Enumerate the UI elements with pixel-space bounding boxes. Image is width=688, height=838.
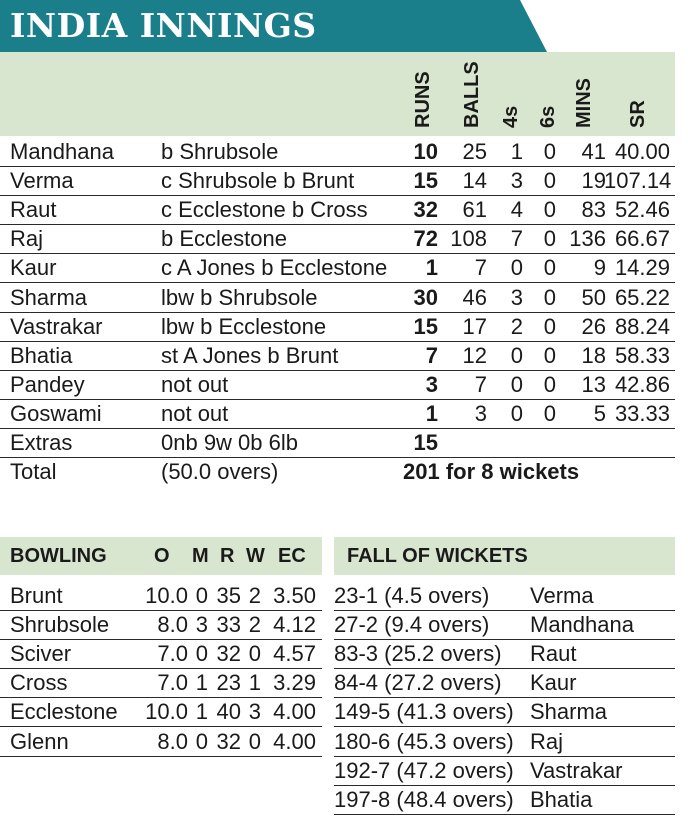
bowling-header-o: O — [154, 545, 170, 567]
total-label: Total — [10, 459, 57, 484]
strike-rate: 58.33 — [614, 342, 670, 368]
balls: 7 — [474, 371, 487, 397]
fow-batter: Sharma — [530, 699, 608, 725]
title-band — [0, 0, 688, 52]
extras-runs: 15 — [413, 430, 438, 455]
bowler-name: Sciver — [10, 641, 72, 667]
fow-row — [334, 668, 675, 698]
bowling-row — [0, 697, 322, 727]
strike-rate: 107.14 — [604, 168, 672, 194]
batting-row — [0, 312, 675, 342]
runs-conceded: 40 — [216, 699, 241, 725]
fow-score: 192-7 (47.2 overs) — [334, 757, 514, 783]
fours: 7 — [510, 226, 523, 252]
runs: 1 — [425, 400, 438, 426]
fow-score: 180-6 (45.3 overs) — [334, 728, 514, 754]
mins: 41 — [581, 139, 606, 164]
mins: 9 — [593, 255, 606, 281]
maidens: 3 — [195, 612, 208, 638]
balls: 25 — [462, 139, 487, 164]
batter-name: Vastrakar — [10, 313, 103, 339]
economy: 3.50 — [273, 583, 316, 608]
overs: 7.0 — [157, 641, 188, 667]
sixes: 0 — [543, 255, 556, 281]
runs: 32 — [413, 197, 438, 223]
dismissal: b Ecclestone — [161, 226, 287, 252]
mins: 50 — [581, 284, 606, 310]
batting-row — [0, 370, 675, 400]
mins: 83 — [581, 197, 606, 223]
fow-row — [334, 610, 675, 640]
runs: 30 — [413, 284, 438, 310]
fow-score: 197-8 (48.4 overs) — [334, 786, 514, 812]
dismissal: st A Jones b Brunt — [161, 342, 339, 368]
batter-name: Pandey — [10, 371, 85, 397]
sixes: 0 — [543, 168, 556, 194]
bowling-row — [0, 727, 322, 757]
batter-name: Kaur — [10, 255, 57, 281]
balls: 7 — [474, 255, 487, 281]
sixes: 0 — [543, 400, 556, 426]
maidens: 0 — [195, 641, 208, 667]
balls: 108 — [450, 226, 487, 252]
header-runs: RUNS — [412, 71, 434, 128]
fow-row — [334, 756, 675, 786]
strike-rate: 33.33 — [614, 400, 670, 426]
bowling-title: BOWLING — [10, 545, 107, 567]
bowling-header-ec: EC — [278, 545, 306, 567]
batter-name: Raut — [10, 197, 57, 223]
extras-row — [0, 428, 675, 458]
fours: 4 — [510, 197, 523, 223]
overs: 7.0 — [157, 670, 188, 696]
strike-rate: 52.46 — [614, 197, 670, 223]
runs: 3 — [425, 371, 438, 397]
runs: 10 — [413, 139, 438, 164]
runs: 72 — [413, 226, 438, 252]
batting-row — [0, 195, 675, 225]
sixes: 0 — [543, 139, 556, 164]
economy: 4.12 — [273, 612, 316, 638]
fow-score: 149-5 (41.3 overs) — [334, 699, 514, 725]
dismissal: lbw b Ecclestone — [161, 313, 327, 339]
dismissal: b Shrubsole — [161, 139, 279, 164]
overs: 8.0 — [157, 612, 188, 638]
total-detail: (50.0 overs) — [161, 459, 279, 484]
extras-detail: 0nb 9w 0b 6lb — [161, 430, 298, 455]
header-4s: 4s — [500, 105, 522, 128]
wickets: 1 — [248, 670, 261, 696]
total-row — [0, 457, 675, 486]
strike-rate: 14.29 — [614, 255, 670, 281]
maidens: 1 — [195, 670, 208, 696]
runs-conceded: 33 — [216, 612, 241, 638]
fours: 0 — [510, 342, 523, 368]
extras-label: Extras — [10, 430, 73, 455]
runs: 1 — [425, 255, 438, 281]
batting-row — [0, 253, 675, 283]
bowling-header — [0, 537, 322, 575]
bowler-name: Ecclestone — [10, 699, 118, 725]
total-score: 201 for 8 wickets — [403, 459, 580, 484]
wickets: 0 — [248, 728, 261, 754]
balls: 61 — [462, 197, 487, 223]
dismissal: not out — [161, 400, 229, 426]
bowling-row — [0, 581, 322, 611]
fow-batter: Raj — [530, 728, 564, 754]
innings-title: INDIA INNINGS — [10, 6, 317, 45]
fow-score: 27-2 (9.4 overs) — [334, 612, 490, 638]
fow-row — [334, 639, 675, 669]
economy: 4.00 — [273, 728, 316, 754]
fours: 3 — [510, 168, 523, 194]
fow-batter: Vastrakar — [530, 757, 623, 783]
bowling-header-m: M — [192, 545, 209, 567]
fow-batter: Bhatia — [530, 786, 593, 812]
economy: 4.57 — [273, 641, 316, 667]
fours: 0 — [510, 400, 523, 426]
bowler-name: Cross — [10, 670, 68, 696]
bowling-header-w: W — [246, 545, 265, 567]
header-6s: 6s — [537, 105, 559, 128]
fours: 3 — [510, 284, 523, 310]
mins: 136 — [569, 226, 606, 252]
wickets: 3 — [248, 699, 261, 725]
sixes: 0 — [543, 313, 556, 339]
dismissal: not out — [161, 371, 229, 397]
runs: 7 — [425, 342, 438, 368]
economy: 4.00 — [273, 699, 316, 725]
balls: 17 — [462, 313, 487, 339]
runs-conceded: 32 — [216, 641, 241, 667]
maidens: 0 — [195, 583, 208, 608]
bowling-row — [0, 610, 322, 640]
fow-row — [334, 581, 675, 611]
economy: 3.29 — [273, 670, 316, 696]
dismissal: lbw b Shrubsole — [161, 284, 318, 310]
batting-row — [0, 341, 675, 371]
strike-rate: 40.00 — [614, 139, 670, 164]
header-mins: MINS — [573, 78, 595, 128]
fours: 0 — [510, 255, 523, 281]
sixes: 0 — [543, 284, 556, 310]
bowling-row — [0, 668, 322, 698]
batter-name: Raj — [10, 226, 44, 252]
bowling-header-r: R — [220, 545, 235, 567]
overs: 8.0 — [157, 728, 188, 754]
runs-conceded: 35 — [216, 583, 241, 608]
strike-rate: 65.22 — [614, 284, 670, 310]
wickets: 0 — [248, 641, 261, 667]
header-sr: SR — [627, 100, 649, 128]
runs: 15 — [413, 313, 438, 339]
fow-header — [334, 537, 675, 575]
dismissal: c Ecclestone b Cross — [161, 197, 368, 223]
fow-batter: Verma — [530, 583, 594, 608]
batting-row — [0, 283, 675, 313]
balls: 3 — [474, 400, 487, 426]
strike-rate: 42.86 — [614, 371, 670, 397]
dismissal: c Shrubsole b Brunt — [161, 168, 355, 194]
batting-row — [0, 224, 675, 254]
bowler-name: Brunt — [10, 583, 63, 608]
strike-rate: 88.24 — [614, 313, 670, 339]
fow-score: 83-3 (25.2 overs) — [334, 641, 502, 667]
dismissal: c A Jones b Ecclestone — [161, 255, 388, 281]
fours: 0 — [510, 371, 523, 397]
sixes: 0 — [543, 342, 556, 368]
batter-name: Sharma — [10, 284, 88, 310]
wickets: 2 — [248, 583, 261, 608]
mins: 13 — [581, 371, 606, 397]
fow-title: FALL OF WICKETS — [347, 545, 528, 567]
balls: 12 — [462, 342, 487, 368]
fow-batter: Kaur — [530, 670, 577, 696]
bowling-row — [0, 639, 322, 669]
bowler-name: Shrubsole — [10, 612, 110, 638]
batter-name: Verma — [10, 168, 74, 194]
runs-conceded: 32 — [216, 728, 241, 754]
balls: 46 — [462, 284, 487, 310]
fow-row — [334, 785, 675, 815]
runs: 15 — [413, 168, 438, 194]
bowler-name: Glenn — [10, 728, 69, 754]
maidens: 1 — [195, 699, 208, 725]
batting-row — [0, 137, 675, 167]
fow-batter: Mandhana — [530, 612, 634, 638]
strike-rate: 66.67 — [614, 226, 670, 252]
fow-row — [334, 697, 675, 727]
mins: 18 — [581, 342, 606, 368]
fow-score: 84-4 (27.2 overs) — [334, 670, 502, 696]
overs: 10.0 — [145, 583, 188, 608]
fours: 2 — [510, 313, 523, 339]
batter-name: Goswami — [10, 400, 102, 426]
batter-name: Bhatia — [10, 342, 73, 368]
sixes: 0 — [543, 226, 556, 252]
mins: 19 — [581, 168, 606, 194]
mins: 5 — [593, 400, 606, 426]
batter-name: Mandhana — [10, 139, 114, 164]
fow-row — [334, 727, 675, 757]
overs: 10.0 — [145, 699, 188, 725]
fours: 1 — [510, 139, 523, 164]
sixes: 0 — [543, 371, 556, 397]
wickets: 2 — [248, 612, 261, 638]
runs-conceded: 23 — [216, 670, 241, 696]
maidens: 0 — [195, 728, 208, 754]
header-balls: BALLS — [461, 61, 483, 128]
sixes: 0 — [543, 197, 556, 223]
fow-batter: Raut — [530, 641, 577, 667]
batting-row — [0, 399, 675, 429]
fow-score: 23-1 (4.5 overs) — [334, 583, 490, 608]
mins: 26 — [581, 313, 606, 339]
balls: 14 — [462, 168, 487, 194]
batting-row — [0, 166, 675, 196]
